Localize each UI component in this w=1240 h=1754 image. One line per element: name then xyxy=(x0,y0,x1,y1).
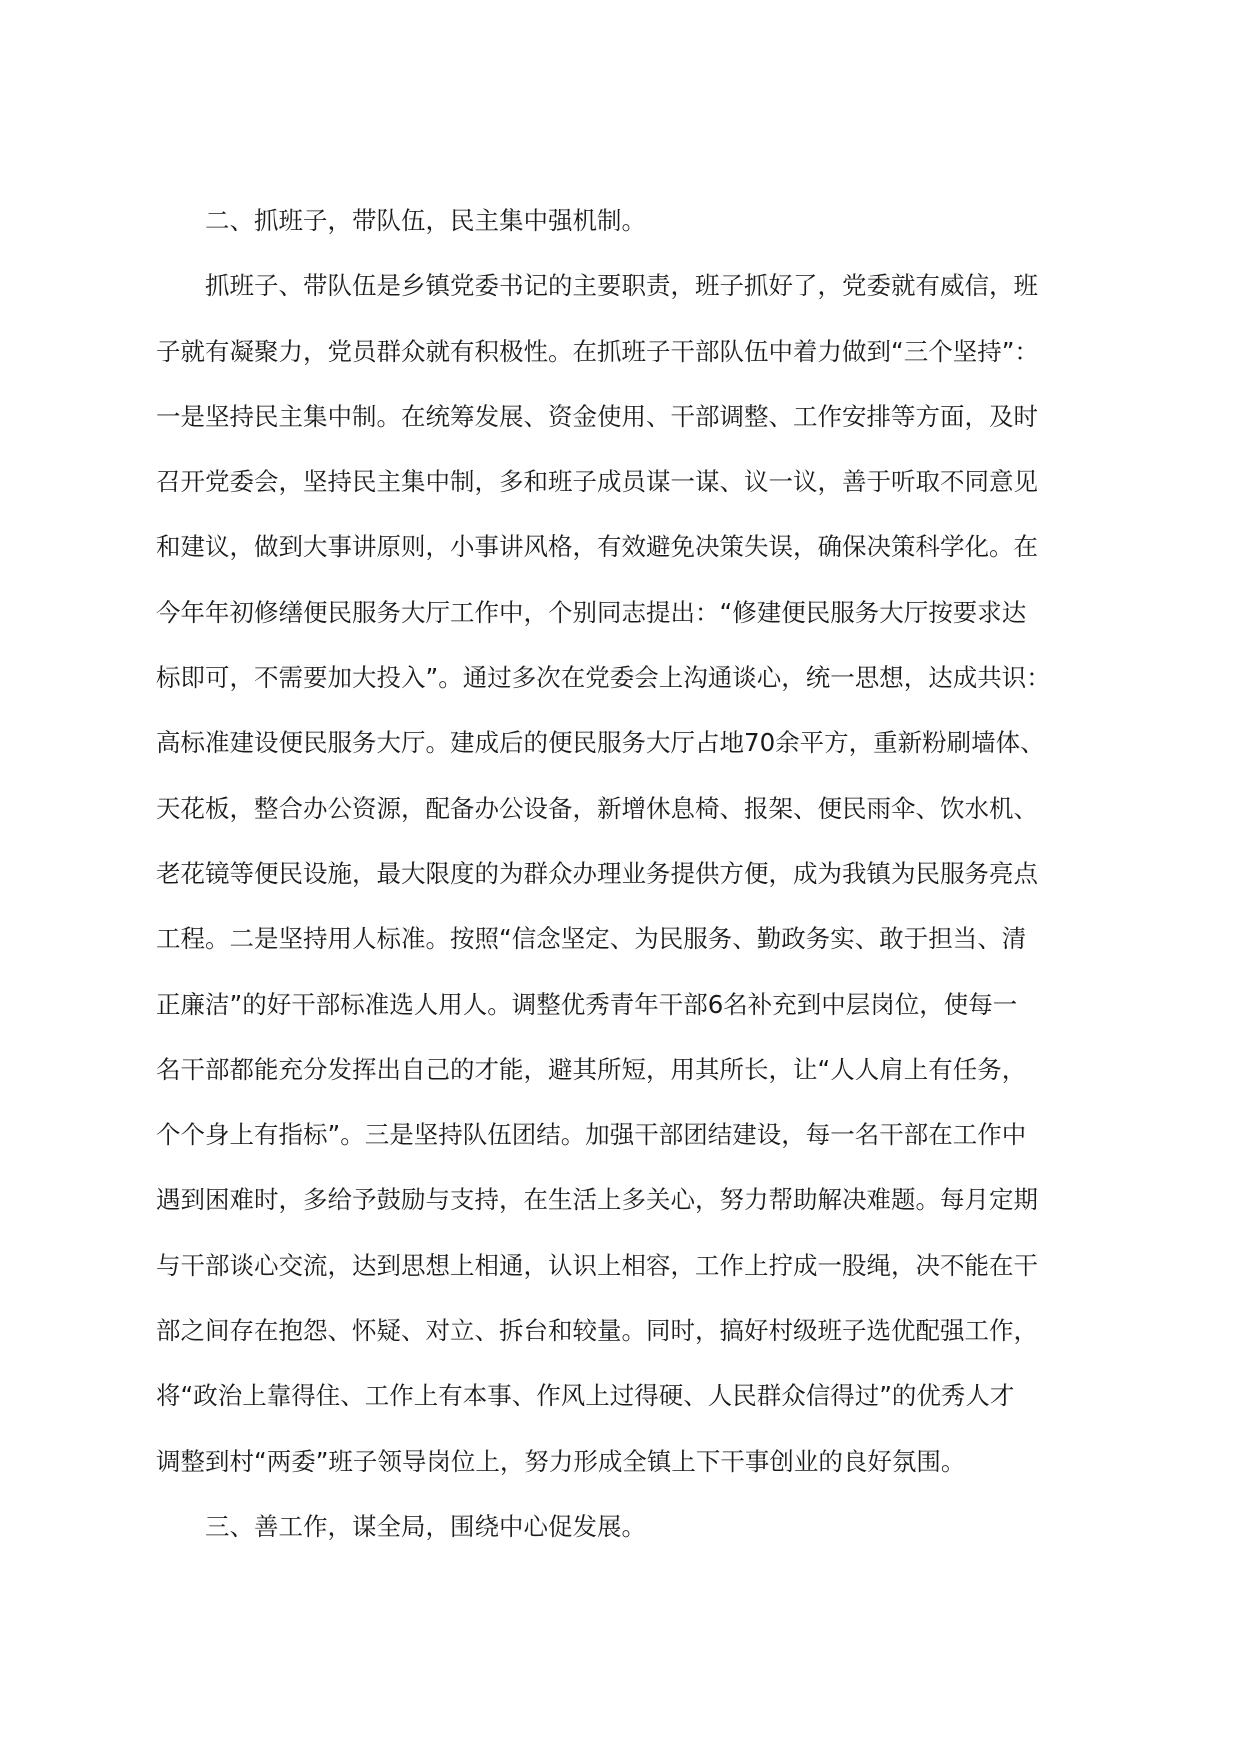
paragraph-line: 将“政治上靠得住、工作上有本事、作风上过得硬、人民群众信得过”的优秀人才 xyxy=(156,1381,1015,1411)
paragraph-line: 一是坚持民主集中制。在统筹发展、资金使用、干部调整、工作安排等方面，及时 xyxy=(156,401,1038,431)
paragraph-line: 标即可，不需要加大投入”。通过多次在党委会上沟通谈心，统一思想，达成共识： xyxy=(156,663,1051,693)
paragraph-line: 个个身上有指标”。三是坚持队伍团结。加强干部团结建设，每一名干部在工作中 xyxy=(156,1120,1027,1150)
paragraph-line: 部之间存在抱怨、怀疑、对立、拆台和较量。同时，搞好村级班子选优配强工作， xyxy=(156,1316,1038,1346)
paragraph-line: 遇到困难时，多给予鼓励与支持，在生活上多关心，努力帮助解决难题。每月定期 xyxy=(156,1185,1038,1215)
paragraph-line: 正廉洁”的好干部标准选人用人。调整优秀青年干部6名补充到中层岗位，使每一 xyxy=(156,989,1018,1019)
paragraph-line: 和建议，做到大事讲原则，小事讲风格，有效避免决策失误，确保决策科学化。在 xyxy=(156,532,1038,562)
section-heading-3: 三、善工作，谋全局，围绕中心促发展。 xyxy=(205,1511,646,1541)
paragraph-line: 子就有凝聚力，党员群众就有积极性。在抓班子干部队伍中着力做到“三个坚持”： xyxy=(156,336,1039,366)
paragraph-line: 工程。二是坚持用人标准。按照“信念坚定、为民服务、勤政务实、敢于担当、清 xyxy=(156,924,1027,954)
paragraph-line: 高标准建设便民服务大厅。建成后的便民服务大厅占地70余平方，重新粉刷墙体、 xyxy=(156,728,1045,758)
paragraph-line: 名干部都能充分发挥出自己的才能，避其所短，用其所长，让“人人肩上有任务， xyxy=(156,1054,1027,1084)
paragraph-line: 调整到村“两委”班子领导岗位上，努力形成全镇上下干事创业的良好氛围。 xyxy=(156,1446,966,1476)
paragraph-line: 老花镜等便民设施，最大限度的为群众办理业务提供方便，成为我镇为民服务亮点 xyxy=(156,858,1038,888)
document-body xyxy=(156,188,1068,1559)
paragraph-line: 与干部谈心交流，达到思想上相通，认识上相容，工作上拧成一股绳，决不能在干 xyxy=(156,1250,1038,1280)
paragraph-line: 天花板，整合办公资源，配备办公设备，新增休息椅、报架、便民雨伞、饮水机、 xyxy=(156,793,1038,823)
section-heading-2: 二、抓班子，带队伍，民主集中强机制。 xyxy=(205,206,646,235)
paragraph-line: 今年年初修缮便民服务大厅工作中，个别同志提出：“修建便民服务大厅按要求达 xyxy=(156,597,1027,627)
paragraph-line: 抓班子、带队伍是乡镇党委书记的主要职责，班子抓好了，党委就有威信，班 xyxy=(205,271,1038,301)
paragraph-line: 召开党委会，坚持民主集中制，多和班子成员谋一谋、议一议，善于听取不同意见 xyxy=(156,467,1038,497)
